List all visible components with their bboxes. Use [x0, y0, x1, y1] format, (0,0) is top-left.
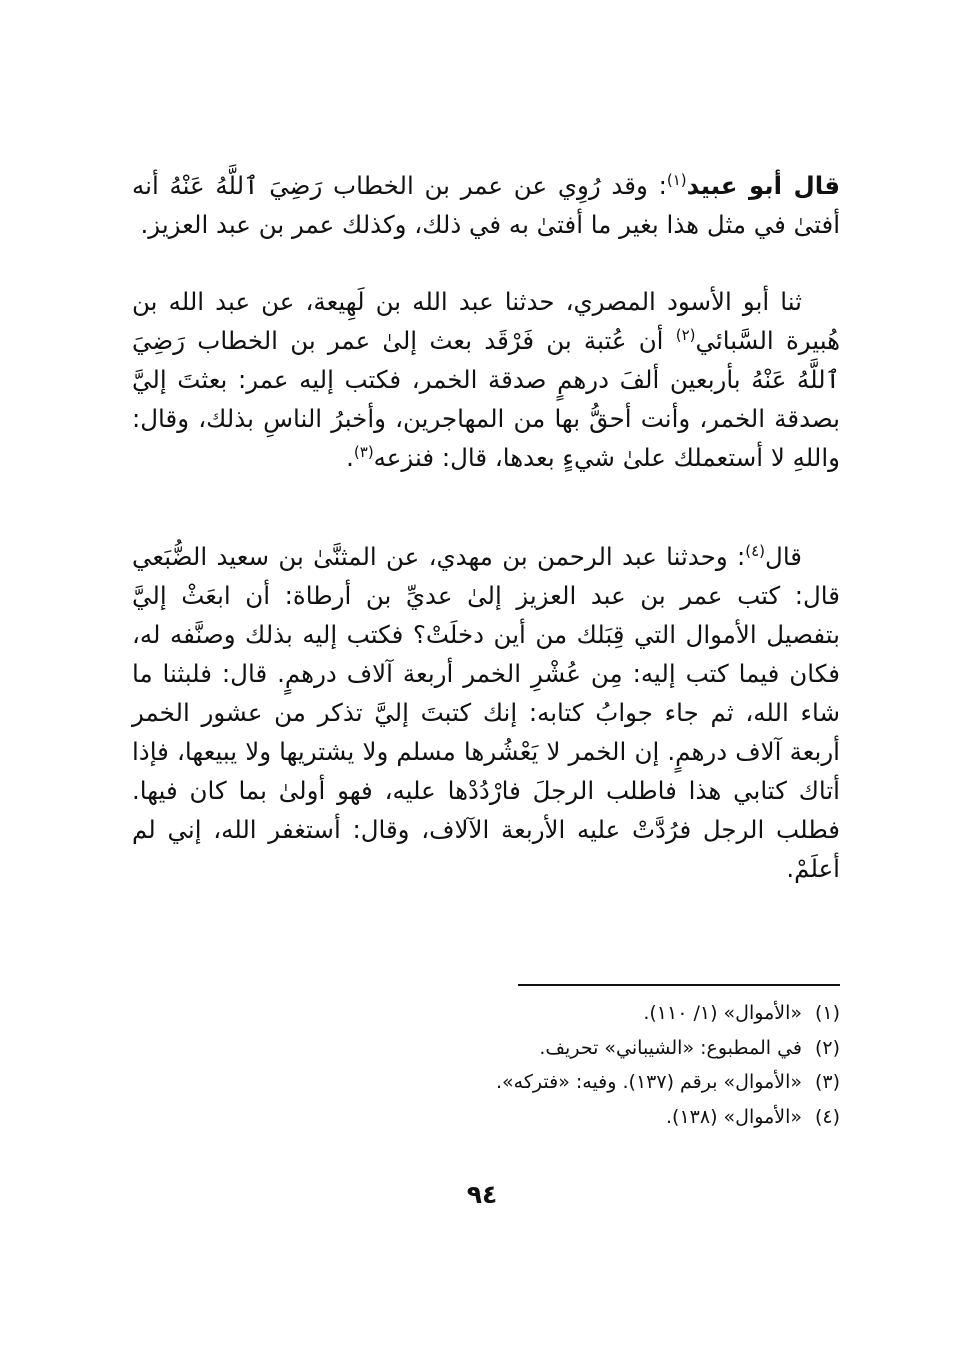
footnote-number: (١): [814, 1002, 840, 1024]
paragraph-2: [132, 282, 840, 477]
paragraph-3: [132, 537, 840, 888]
speaker-label: قال أبو عبيد: [686, 171, 840, 200]
footnote-ref-2: (٢): [675, 325, 696, 344]
footnote-text: في المطبوع: «الشيباني» تحريف.: [539, 1036, 802, 1059]
paragraph-3-text: [132, 537, 840, 888]
footnote-item: [340, 996, 840, 1031]
paragraph-3-body-a: قال: [765, 542, 802, 571]
paragraph-2-body-c: .: [346, 443, 354, 472]
page-number: ٩٤: [466, 1180, 498, 1209]
footnote-item: [340, 1031, 840, 1066]
footnote-item: [340, 1100, 840, 1135]
footnote-number: (٣): [814, 1071, 840, 1093]
footnote-ref-1: (١): [666, 170, 687, 189]
footnote-text: «الأموال» برقم (١٣٧). وفيه: «فتركه».: [496, 1071, 802, 1093]
footnotes-list: [340, 996, 840, 1134]
paragraph-2-body-b: أن عُتبة بن فَرْقَد بعث إلىٰ عمر بن الخطاب رَضِيَ ٱللَّهُ عَنْهُ بأربعين ألفَ درهمٍ صدقة الخمر، فكتب إليه عمر: بعثتَ إليَّ بصدقة الخمر، وأنت أحقُّ بها من المهاجرين، وأخبرُ الناسِ بذلك، وقال: واللهِ لا أستعملك علىٰ شيءٍ بعدها، قال: فنزعه: [132, 326, 840, 472]
paragraph-1-text: [132, 166, 840, 244]
footnote-divider: [518, 984, 840, 986]
paragraph-3-body-b: : وحدثنا عبد الرحمن بن مهدي، عن المثنَّىٰ بن سعيد الضُّبَعي قال: كتب عمر بن عبد العزيز إلىٰ عديِّ بن أرطاة: أن ابعَثْ إليَّ بتفصيل الأموال التي قِبَلك من أين دخلَتْ؟ فكتب إليه بذلك وصنَّفه له، فكان فيما كتب إليه: مِن عُشْرِ الخمر أربعة آلاف درهمٍ. قال: فلبثنا ما شاء الله، ثم جاء جوابُ كتابه: إنك كتبتَ إليَّ تذكر من عشور الخمر أربعة آلاف درهمٍ. إن الخمر لا يَعْشُرها مسلم ولا يشتريها ولا يبيعها، فإذا أتاك كتابي هذا فاطلب الرجلَ فارْدُدْها عليه، فهو أولىٰ بما كان فيها. فطلب الرجل فرُدَّتْ عليه الأربعة الآلاف، وقال: أستغفر الله، إني لم أعلَمْ.: [132, 542, 840, 883]
footnote-number: (٤): [814, 1105, 840, 1128]
footnote-text: «الأموال» (١٣٨).: [666, 1105, 802, 1128]
paragraph-1: [132, 166, 840, 244]
paragraph-2-body-a: ثنا أبو الأسود المصري، حدثنا عبد الله بن لَهِيعة، عن عبد الله بن هُبيرة السَّبائي: [132, 287, 841, 355]
footnote-ref-4: (٤): [745, 541, 766, 560]
paragraph-2-text: [132, 282, 840, 477]
footnote-number: (٢): [814, 1036, 840, 1059]
footnote-text: «الأموال» (١/ ١١٠).: [643, 1002, 802, 1024]
footnote-ref-3: (٣): [353, 442, 374, 461]
footnote-item: [340, 1065, 840, 1100]
paragraph-1-body: : وقد رُوِي عن عمر بن الخطاب رَضِيَ ٱللَّهُ عَنْهُ أنه أفتىٰ في مثل هذا بغير ما أفتىٰ به في ذلك، وكذلك عمر بن عبد العزيز.: [132, 171, 840, 239]
